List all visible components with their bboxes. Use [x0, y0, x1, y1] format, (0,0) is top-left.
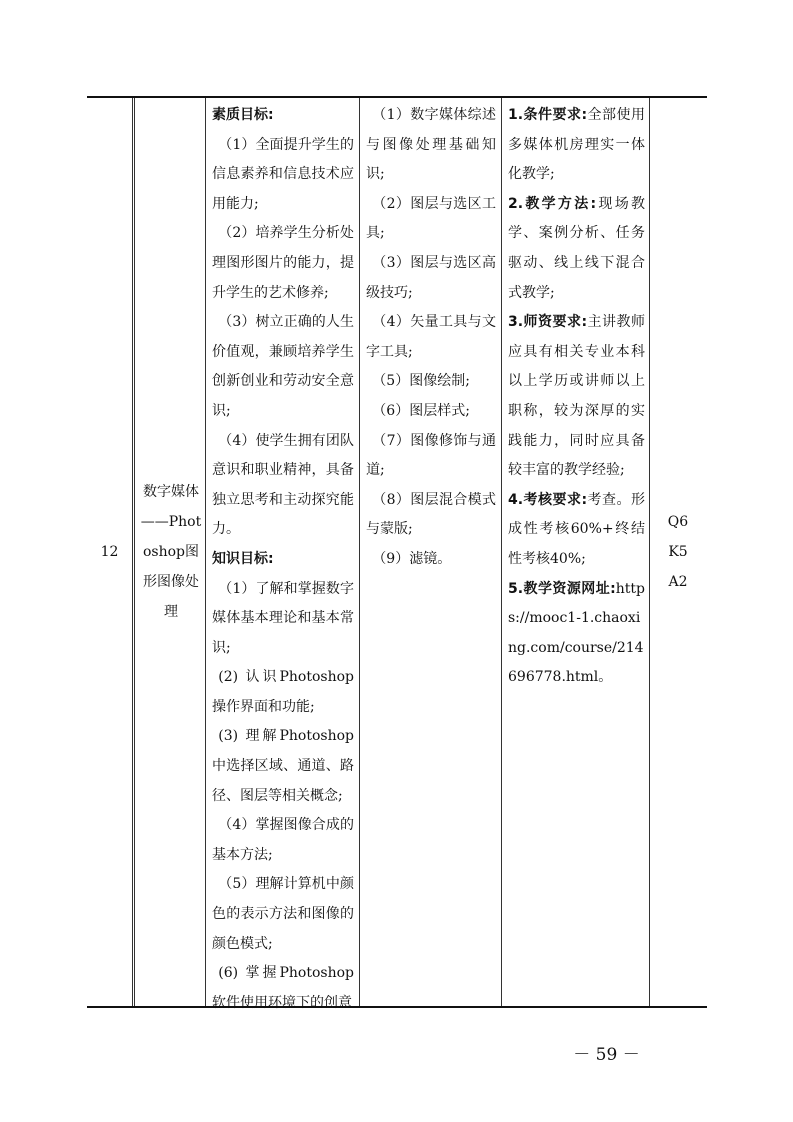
content-item: （4）矢量工具与文字工具; — [366, 314, 496, 360]
codes-cell — [667, 98, 689, 1006]
content-item: （3）图层与选区高级技巧; — [366, 254, 496, 301]
requirement-text: 考查。形成性考核60%+终结性考核40%; — [508, 491, 645, 567]
objective-item: (2) 认识Photoshop操作界面和功能; — [212, 669, 354, 715]
quality-objectives-heading: 素质目标: — [212, 107, 274, 123]
requirements-cell — [508, 101, 645, 693]
objective-item: (3) 理解Photoshop中选择区域、通道、路径、图层等相关概念; — [212, 728, 354, 804]
requirement-text: 现场教学、案例分析、任务驱动、线上线下混合式教学; — [508, 195, 645, 301]
column-divider — [132, 98, 135, 1006]
competency-codes: Q6K5A2 — [667, 514, 689, 590]
objectives-cell — [212, 101, 354, 1018]
content-item: （9）滤镜。 — [372, 550, 452, 567]
requirement-label: 4.考核要求: — [508, 491, 588, 508]
objective-item: （4）使学生拥有团队意识和职业精神，具备独立思考和主动探究能力。 — [212, 432, 354, 538]
requirement-label: 2.教学方法: — [508, 195, 597, 212]
content-item: （1）数字媒体综述与图像处理基础知识; — [366, 107, 496, 183]
requirement-label: 5.教学资源网址: — [508, 580, 616, 597]
requirement-label: 1.条件要求: — [508, 107, 588, 123]
content-item: （6）图层样式; — [372, 402, 470, 419]
objective-item: （4）掌握图像合成的基本方法; — [212, 817, 354, 863]
requirement-item — [508, 101, 645, 190]
column-divider — [205, 98, 206, 1006]
requirement-item — [508, 486, 645, 575]
objective-item: （5）理解计算机中颜色的表示方法和图像的颜色模式; — [212, 876, 354, 952]
knowledge-objectives-heading: 知识目标: — [212, 550, 274, 567]
requirement-label: 3.师资要求: — [508, 314, 588, 331]
column-divider — [649, 98, 650, 1006]
requirement-item — [508, 575, 645, 693]
module-name-cell — [140, 98, 202, 1006]
column-divider — [359, 98, 360, 1006]
column-divider — [501, 98, 502, 1006]
row-number: 12 — [100, 544, 119, 560]
requirement-item — [508, 308, 645, 486]
content-item: （5）图像绘制; — [372, 373, 470, 390]
page-number-text: － 59 － — [573, 1045, 640, 1065]
objective-item: （3）树立正确的人生价值观，兼顾培养学生创新创业和劳动安全意识; — [212, 314, 354, 419]
objective-item: (6) 掌握Photoshop软件使用环境下的创意 — [212, 965, 354, 1011]
requirement-item — [508, 190, 645, 308]
objective-item: （2）培养学生分析处理图形图片的能力，提升学生的艺术修养; — [212, 225, 354, 301]
objective-item: （1）全面提升学生的信息素养和信息技术应用能力; — [212, 136, 354, 212]
course-table — [87, 96, 707, 1011]
page-number — [0, 1040, 793, 1065]
requirement-text: 主讲教师应具有相关专业本科以上学历或讲师以上职称，较为深厚的实践能力，同时应具备较丰富的教学经验; — [508, 314, 645, 479]
requirement-text: 全部使用多媒体机房理实一体化教学; — [508, 107, 645, 183]
content-item: （8）图层混合模式与蒙版; — [366, 491, 496, 538]
content-item: （2）图层与选区工具; — [366, 195, 496, 242]
content-item: （7）图像修饰与通道; — [366, 432, 496, 479]
requirement-text: https://mooc1-1.chaoxing.com/course/214696778.html。 — [508, 580, 645, 686]
row-number-cell — [87, 98, 132, 1006]
module-name: 数字媒体——Photoshop图形图像处理 — [140, 484, 202, 620]
objective-item: （1）了解和掌握数字媒体基本理论和基本常识; — [212, 580, 354, 656]
contents-cell — [366, 101, 496, 575]
